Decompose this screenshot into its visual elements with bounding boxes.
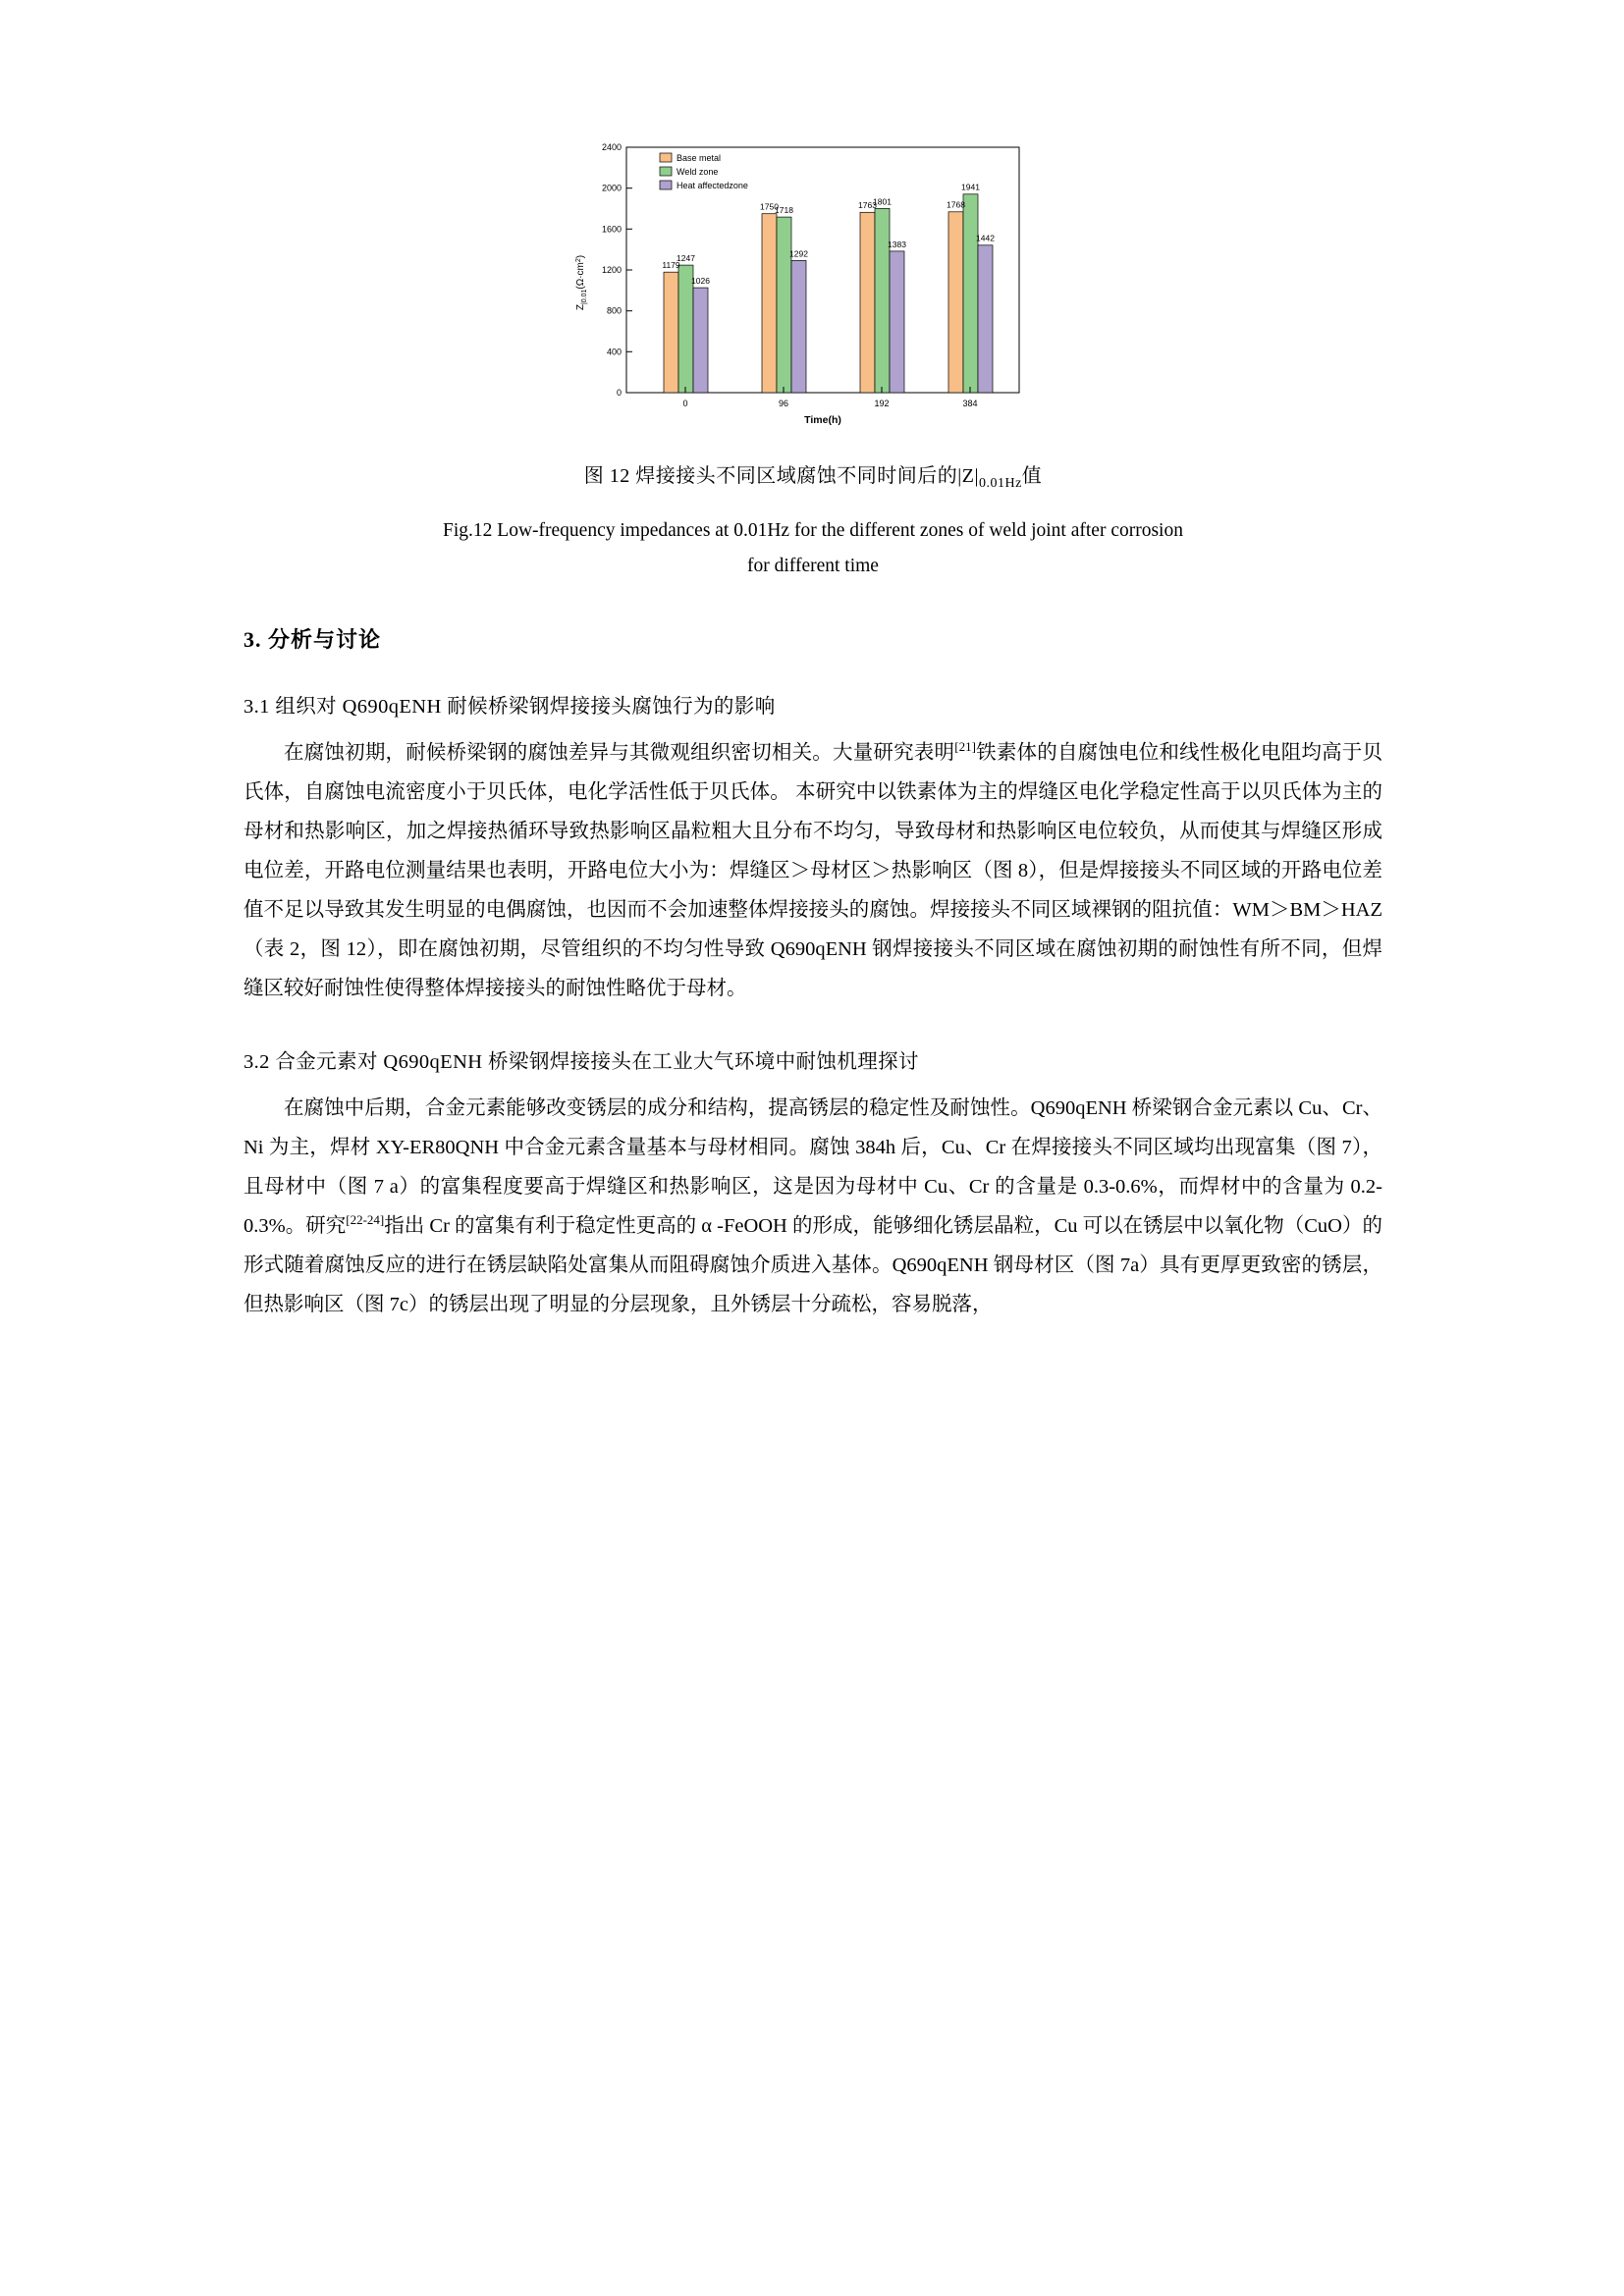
paragraph-3-2-a: 在腐蚀中后期，合金元素能够改变锈层的成分和结构，提高锈层的稳定性及耐蚀性。Q690qENH 桥梁钢合金元素以 Cu、Cr、Ni 为主，焊材 XY-ER80QNH 中合金元素含量基本与母材相同。腐蚀 384h 后，Cu、Cr 在焊接接头不同区域均出现富集（图 7），且母材中（图 7 a）的富集程度要高于焊缝区和热影响区，这是因为母材中 Cu、Cr 的含量是 0.3-0.6%，而焊材中的含量为 0.2-0.3%。研究: [244, 1096, 1382, 1237]
svg-text:1750: 1750: [760, 201, 779, 212]
svg-text:2400: 2400: [601, 142, 622, 152]
svg-text:1292: 1292: [789, 248, 808, 259]
reference-21: [21]: [954, 739, 976, 755]
figure-caption-en: [244, 513, 1382, 584]
paragraph-3-1-a: 在腐蚀初期，耐候桥梁钢的腐蚀差异与其微观组织密切相关。大量研究表明: [284, 742, 955, 765]
paragraph-3-2: [244, 1090, 1382, 1325]
svg-text:384: 384: [962, 399, 978, 408]
figure-caption-cn: [244, 459, 1382, 492]
svg-text:1179: 1179: [662, 260, 680, 270]
paragraph-3-1: [244, 734, 1382, 1009]
svg-text:1768: 1768: [947, 199, 965, 210]
svg-text:Time(h): Time(h): [804, 414, 841, 426]
svg-text:1600: 1600: [601, 224, 622, 235]
svg-text:Base metal: Base metal: [677, 153, 722, 163]
svg-text:Heat affectedzone: Heat affectedzone: [677, 181, 748, 190]
svg-text:Weld zone: Weld zone: [677, 167, 719, 177]
svg-text:1200: 1200: [601, 265, 622, 275]
chart-svg: [558, 135, 1068, 430]
svg-text:1941: 1941: [961, 182, 980, 192]
section-3-2-heading: 3.2 合金元素对 Q690qENH 桥梁钢焊接接头在工业大气环境中耐蚀机理探讨: [244, 1050, 919, 1073]
svg-text:0: 0: [616, 388, 622, 398]
svg-text:0: 0: [682, 399, 688, 408]
paragraph-3-1-b: 铁素体的自腐蚀电位和线性极化电阻均高于贝氏体，自腐蚀电流密度小于贝氏体，电化学活性低于贝氏体。 本研究中以铁素体为主的焊缝区电化学稳定性高于以贝氏体为主的母材和热影响区，加之焊接热循环导致热影响区晶粒粗大且分布不均匀，导致母材和热影响区电位较负，从而使其与焊缝区形成电位差，开路电位测量结果也表明，开路电位大小为：焊缝区＞母材区＞热影响区（图 8），但是焊接接头不同区域的开路电位差值不足以导致其发生明显的电偶腐蚀，也因而不会加速整体焊接接头的腐蚀。焊接接头不同区域裸钢的阻抗值：WM＞BM＞HAZ（表 2，图 12），即在腐蚀初期，尽管组织的不均匀性导致 Q690qENH 钢焊接接头不同区域在腐蚀初期的耐蚀性有所不同，但焊缝区较好耐蚀性使得整体焊接接头的耐蚀性略优于母材。: [244, 742, 1383, 999]
figure-caption-en-line1: Fig.12 Low-frequency impedances at 0.01Hz for the different zones of weld joint after corrosion: [443, 520, 1183, 541]
figure-caption-cn-sub: 0.01Hz: [978, 476, 1022, 491]
figure-caption-cn-suffix: 值: [1021, 465, 1043, 487]
svg-text:1383: 1383: [888, 239, 906, 249]
svg-text:2000: 2000: [601, 183, 622, 193]
section-3-heading: 3. 分析与讨论: [244, 627, 382, 653]
svg-text:1026: 1026: [691, 276, 710, 286]
svg-text:1247: 1247: [677, 253, 695, 263]
figure-caption-cn-prefix: 图 12 焊接接头不同区域腐蚀不同时间后的|Z|: [583, 465, 979, 487]
svg-text:1801: 1801: [873, 196, 892, 207]
paragraph-3-2-b: 指出 Cr 的富集有利于稳定性更高的 α -FeOOH 的形成，能够细化锈层晶粒，Cu 可以在锈层中以氧化物（CuO）的形式随着腐蚀反应的进行在锈层缺陷处富集从而阻碍腐蚀介质进入基体。Q690qENH 钢母材区（图 7a）具有更厚更致密的锈层，但热影响区（图 7c）的锈层出现了明显的分层现象，且外锈层十分疏松，容易脱落，: [244, 1214, 1382, 1315]
svg-text:1763: 1763: [858, 200, 877, 211]
svg-text:Z|0.01(Ω·cm2): $Z_{|0.01}(\Omega\cdot cm^2)$: [575, 254, 588, 311]
svg-text:1442: 1442: [976, 233, 995, 243]
svg-text:192: 192: [874, 399, 890, 408]
figure-caption-en-line2: for different time: [747, 556, 879, 577]
reference-22-24: [22-24]: [346, 1211, 385, 1227]
svg-text:800: 800: [606, 305, 622, 316]
page-content: [244, 118, 1382, 1325]
svg-text:96: 96: [778, 399, 789, 408]
section-3-1-heading: 3.1 组织对 Q690qENH 耐候桥梁钢焊接接头腐蚀行为的影响: [244, 696, 776, 719]
svg-text:1718: 1718: [775, 205, 793, 215]
svg-text:400: 400: [606, 347, 622, 357]
figure-12: [244, 135, 1382, 430]
bar-chart: [558, 135, 1068, 430]
